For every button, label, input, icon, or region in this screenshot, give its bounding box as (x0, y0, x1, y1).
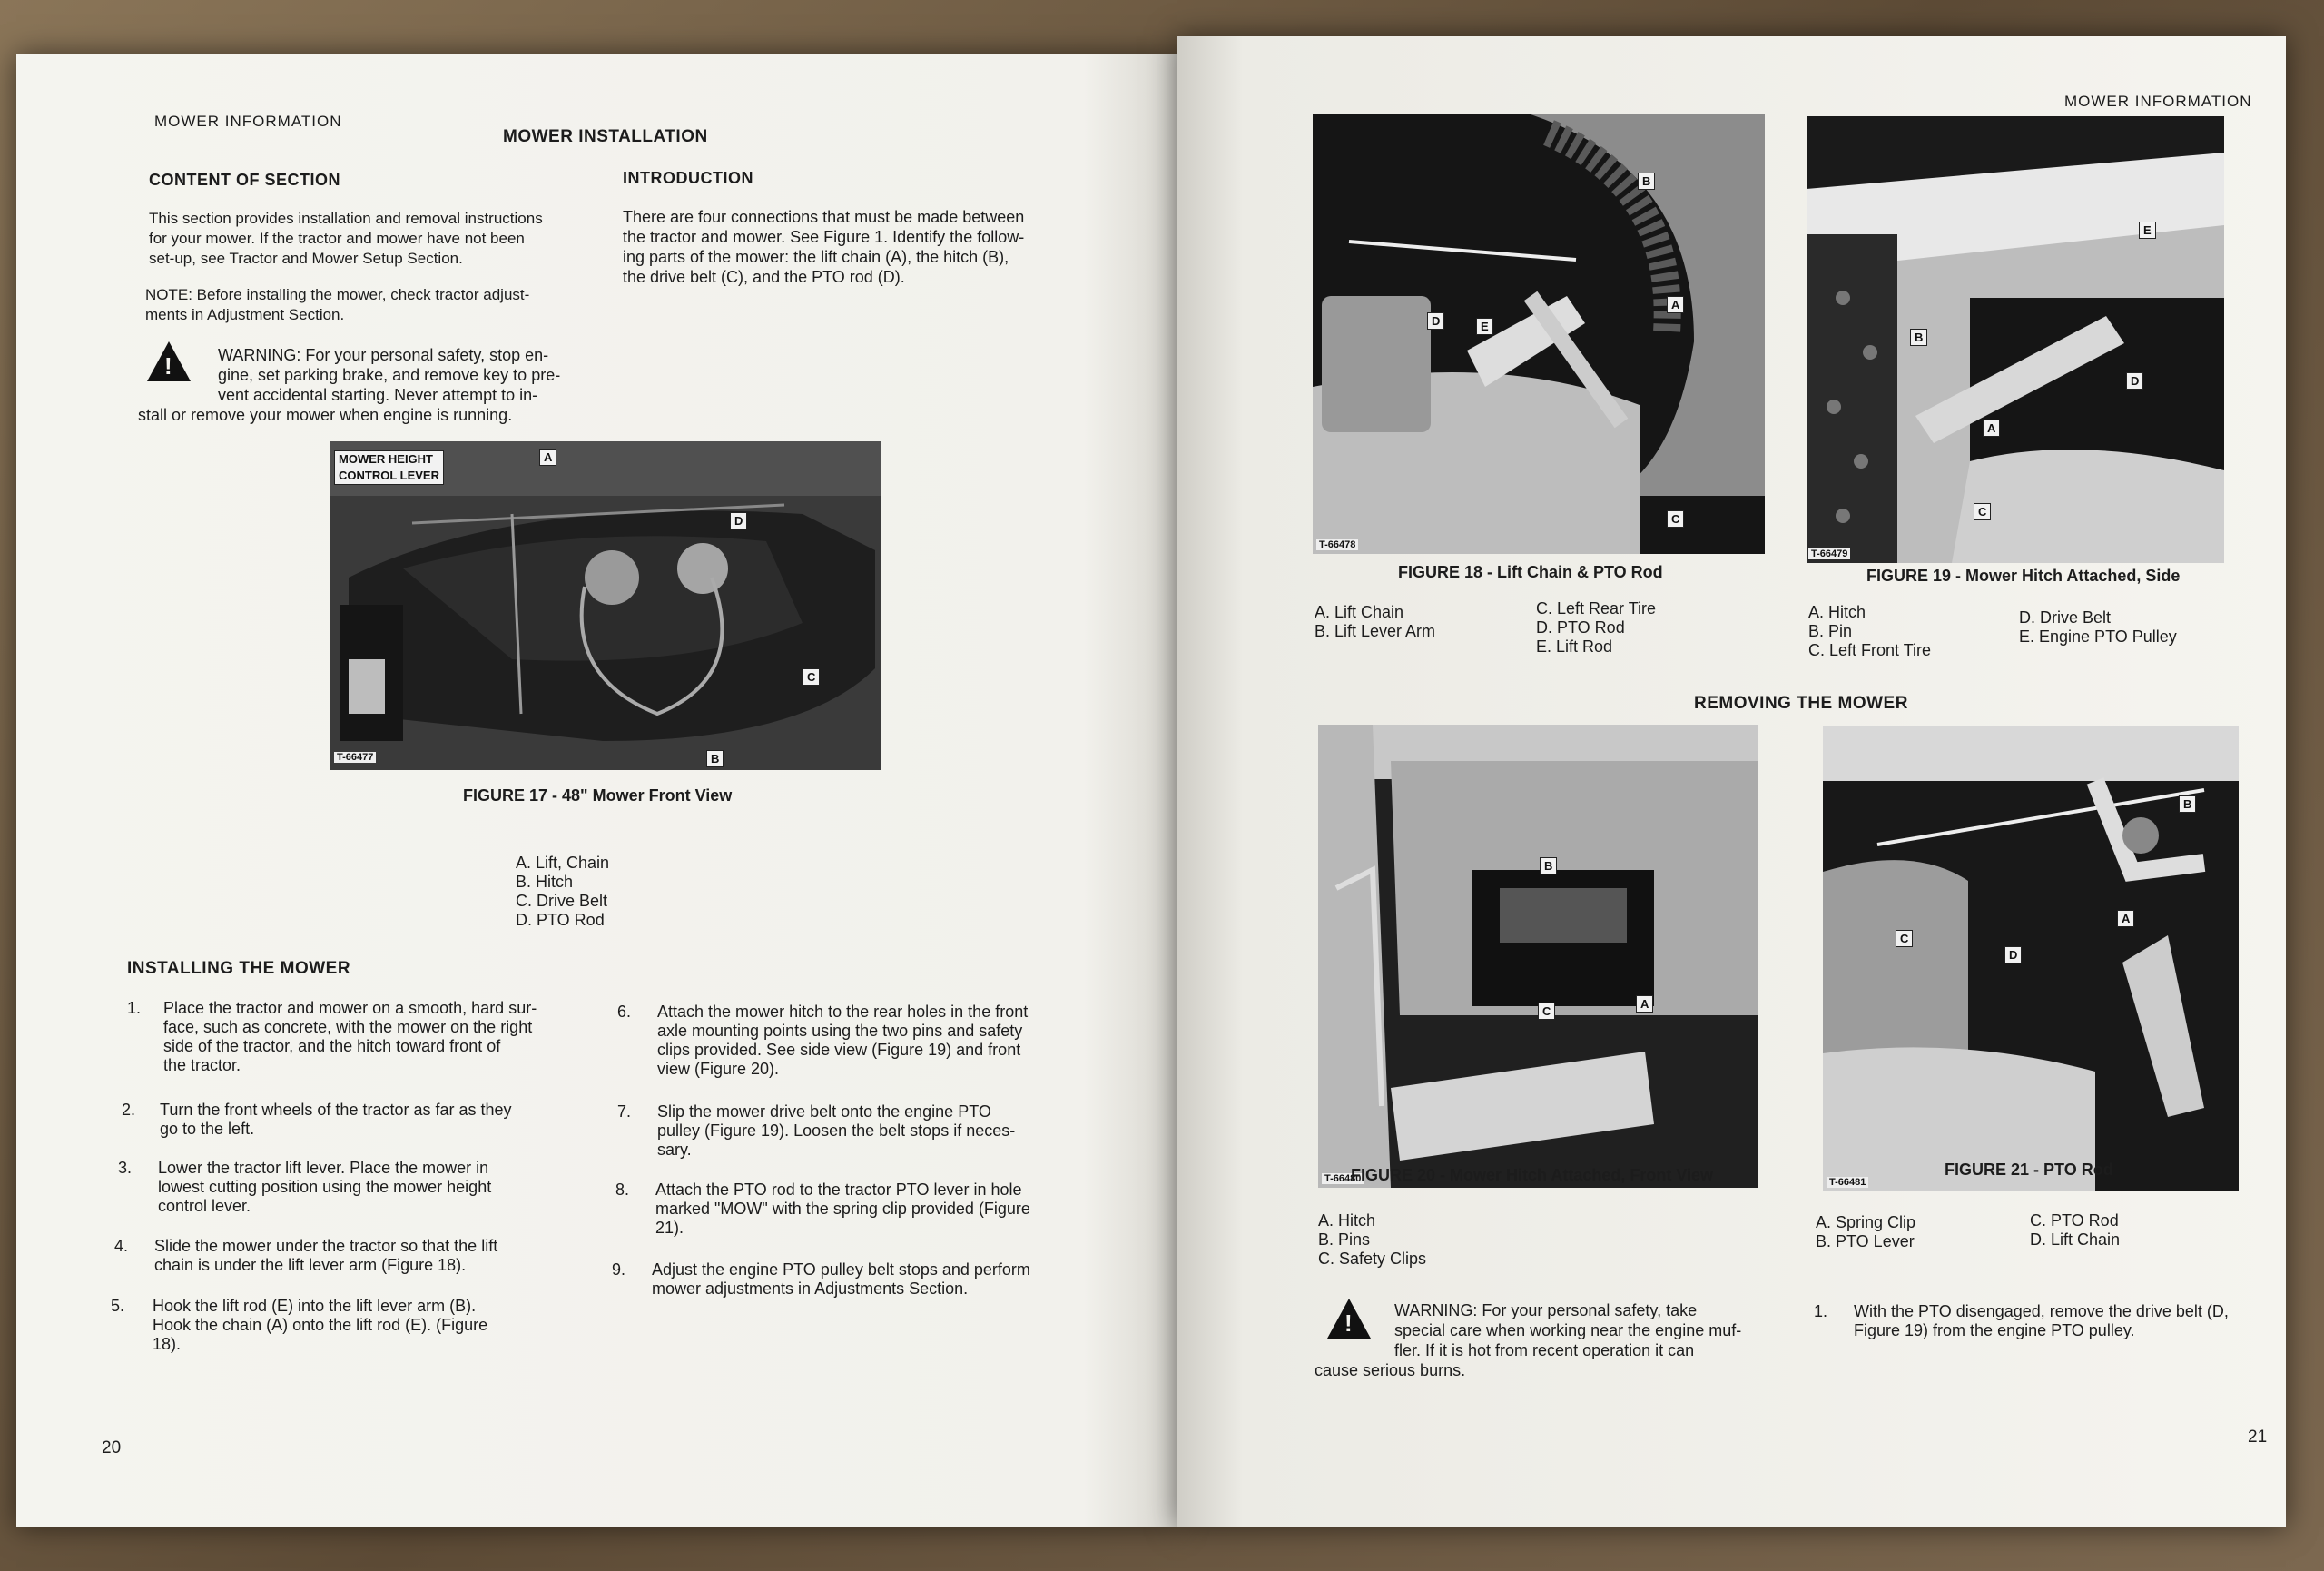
figure-17-caption: FIGURE 17 - 48" Mower Front View (463, 786, 733, 805)
step-number: 3. (118, 1159, 133, 1177)
step-text (153, 1297, 487, 1354)
callout-a: A (1983, 420, 2000, 437)
figure-19-photo (1807, 116, 2224, 563)
figure-19-legend-left (1808, 603, 1931, 660)
step-number: 1. (1814, 1302, 1828, 1320)
content-line: set-up, see Tractor and Mower Setup Section. (149, 250, 463, 267)
step-line: Hook the chain (A) onto the lift rod (E). (Figure (153, 1316, 488, 1334)
callout-d: D (2126, 372, 2143, 390)
warning-line: special care when working near the engine muf- (1394, 1321, 1742, 1339)
right-page (1177, 36, 2286, 1527)
warning-line: WARNING: For your personal safety, take (1394, 1301, 1698, 1319)
step-text (154, 1237, 497, 1275)
step-line: Slide the mower under the tractor so that the lift (154, 1237, 498, 1255)
step-number: 4. (114, 1237, 129, 1255)
step-number: 2. (122, 1101, 136, 1119)
legend-item: B. Hitch (516, 873, 574, 891)
legend-item: A. Spring Clip (1816, 1213, 1916, 1231)
figure-18-legend-left (1315, 603, 1435, 641)
photo-id: T-66477 (334, 752, 376, 763)
figure-21-legend-left (1816, 1213, 1915, 1251)
intro-line: the tractor and mower. See Figure 1. Identify the follow- (623, 228, 1025, 246)
content-heading: CONTENT OF SECTION (149, 171, 340, 189)
figure-19-caption: FIGURE 19 - Mower Hitch Attached, Side (1866, 567, 2181, 585)
intro-line: There are four connections that must be made between (623, 208, 1025, 226)
legend-item: D. PTO Rod (516, 911, 605, 929)
figure-20-photo (1318, 725, 1758, 1188)
left-page (16, 54, 1177, 1527)
warning-triangle-icon (147, 341, 191, 381)
legend-item: A. Hitch (1808, 603, 1866, 621)
label-line: MOWER HEIGHT (339, 452, 433, 466)
installing-heading: INSTALLING THE MOWER (127, 959, 351, 978)
figure-18-photo (1313, 114, 1765, 554)
page-number: 20 (102, 1438, 122, 1457)
step-line: view (Figure 20). (657, 1060, 780, 1078)
right-page-header: MOWER INFORMATION (2064, 93, 2252, 110)
callout-a: A (539, 449, 556, 466)
callout-e: E (2139, 222, 2156, 239)
step-line: Slip the mower drive belt onto the engine PTO (657, 1102, 991, 1121)
legend-item: C. Left Front Tire (1808, 641, 1932, 659)
step-line: Turn the front wheels of the tractor as far as they (160, 1101, 512, 1119)
warning-line: WARNING: For your personal safety, stop en- (218, 346, 549, 364)
step-line: lowest cutting position using the mower height (158, 1178, 492, 1196)
callout-c: C (1896, 930, 1913, 947)
content-line: This section provides installation and removal instructions (149, 210, 543, 227)
step-line: 21). (655, 1219, 684, 1237)
step-line: pulley (Figure 19). Loosen the belt stops if neces- (657, 1121, 1016, 1140)
figure-19-legend-right (2019, 608, 2177, 647)
step-number: 7. (617, 1102, 632, 1121)
pto-rod-image (1823, 726, 2239, 1191)
step-line: Adjust the engine PTO pulley belt stops and perform (652, 1260, 1030, 1279)
callout-d: D (1427, 312, 1444, 330)
introduction-heading: INTRODUCTION (623, 169, 753, 187)
note-line: ments in Adjustment Section. (145, 306, 345, 323)
warning-triangle-icon (1327, 1299, 1371, 1339)
warning-line: gine, set parking brake, and remove key to pre- (218, 366, 561, 384)
step-line: Lower the tractor lift lever. Place the mower in (158, 1159, 489, 1177)
intro-line: ing parts of the mower: the lift chain (A), the hitch (B), (623, 248, 1009, 266)
step-text (657, 1102, 1015, 1160)
step-line: 18). (153, 1335, 182, 1353)
step-text (652, 1260, 1030, 1299)
note-line: NOTE: Before installing the mower, check tractor adjust- (145, 286, 530, 303)
legend-item: B. Lift Lever Arm (1315, 622, 1436, 640)
photo-id: T-66481 (1827, 1177, 1868, 1188)
callout-c: C (1667, 510, 1684, 528)
legend-item: D. Lift Chain (2030, 1230, 2121, 1249)
step-line: go to the left. (160, 1120, 255, 1138)
callout-a: A (1636, 995, 1653, 1013)
legend-item: B. PTO Lever (1816, 1232, 1915, 1250)
step-text (158, 1159, 491, 1216)
left-page-header: MOWER INFORMATION (154, 113, 342, 130)
callout-d: D (2004, 946, 2022, 963)
callout-b: B (706, 750, 724, 767)
warning-paragraph (1394, 1300, 1821, 1360)
step-line: Attach the PTO rod to the tractor PTO lever in hole (655, 1181, 1022, 1199)
step-line: axle mounting points using the two pins and safety (657, 1022, 1023, 1040)
figure-21-caption: FIGURE 21 - PTO Rod (1945, 1161, 2113, 1179)
step-line: marked "MOW" with the spring clip provided (Figure (655, 1200, 1030, 1218)
mower-hitch-side-image (1807, 116, 2224, 563)
legend-item: A. Lift Chain (1315, 603, 1404, 621)
step-number: 9. (612, 1260, 626, 1279)
lift-chain-image (1313, 114, 1765, 554)
intro-line: the drive belt (C), and the PTO rod (D). (623, 268, 905, 286)
step-text (655, 1181, 1030, 1238)
callout-a: A (2117, 910, 2134, 927)
figure-21-legend-right (2030, 1211, 2120, 1250)
introduction-paragraph (623, 207, 1113, 287)
figure-20-legend (1318, 1211, 1426, 1269)
step-line: side of the tractor, and the hitch toward front of (163, 1037, 501, 1055)
callout-c: C (1538, 1003, 1555, 1020)
figure-21-photo (1823, 726, 2239, 1191)
warning-line: stall or remove your mower when engine is running. (138, 406, 513, 424)
warning-line: cause serious burns. (1315, 1361, 1466, 1379)
step-number: 8. (615, 1181, 630, 1199)
legend-item: E. Engine PTO Pulley (2019, 627, 2177, 646)
step-text (160, 1101, 512, 1139)
content-paragraph (149, 209, 621, 269)
section-title: MOWER INSTALLATION (503, 127, 708, 146)
figure-17-photo (330, 441, 881, 770)
mower-hitch-front-image (1318, 725, 1758, 1188)
warning-line: vent accidental starting. Never attempt to in- (218, 386, 538, 404)
photo-id: T-66478 (1316, 539, 1358, 550)
photo-id: T-66479 (1808, 548, 1850, 559)
step-number: 6. (617, 1003, 632, 1021)
mower-front-view-image (330, 441, 881, 770)
figure-18-legend-right (1536, 599, 1656, 657)
callout-b: B (1910, 329, 1927, 346)
figure-20-caption: FIGURE 20 - Mower Hitch Attached, Front View (1351, 1166, 1714, 1184)
figure-17-legend (516, 854, 609, 930)
legend-item: D. Drive Belt (2019, 608, 2112, 627)
legend-item: C. PTO Rod (2030, 1211, 2119, 1230)
warning-paragraph (218, 345, 599, 405)
callout-b: B (2179, 795, 2196, 813)
step-line: mower adjustments in Adjustments Section. (652, 1280, 969, 1298)
step-line: Place the tractor and mower on a smooth, hard sur- (163, 999, 537, 1017)
step-line: chain is under the lift lever arm (Figure 18). (154, 1256, 467, 1274)
step-line: Figure 19) from the engine PTO pulley. (1854, 1321, 2135, 1339)
photo-id: T-66480 (1322, 1173, 1364, 1184)
callout-b: B (1540, 857, 1557, 874)
step-line: clips provided. See side view (Figure 19) and front (657, 1041, 1021, 1059)
note-paragraph (145, 285, 617, 325)
step-line: Attach the mower hitch to the rear holes in the front (657, 1003, 1029, 1021)
page-number: 21 (2248, 1428, 2268, 1447)
callout-b: B (1638, 173, 1655, 190)
figure-18-caption: FIGURE 18 - Lift Chain & PTO Rod (1398, 563, 1663, 581)
legend-item: C. Drive Belt (516, 892, 608, 910)
legend-item: C. Safety Clips (1318, 1250, 1427, 1268)
callout-c: C (1974, 503, 1991, 520)
step-line: control lever. (158, 1197, 251, 1215)
step-line: face, such as concrete, with the mower on the right (163, 1018, 533, 1036)
callout-a: A (1667, 296, 1684, 313)
step-line: With the PTO disengaged, remove the drive belt (D, (1854, 1302, 2229, 1320)
callout-e: E (1476, 318, 1493, 335)
step-line: sary. (657, 1141, 692, 1159)
callout-c: C (803, 668, 820, 686)
legend-item: A. Lift, Chain (516, 854, 610, 872)
step-text (657, 1003, 1028, 1079)
mower-height-label (334, 450, 444, 485)
removing-heading: REMOVING THE MOWER (1694, 694, 1908, 713)
legend-item: B. Pin (1808, 622, 1853, 640)
label-line: CONTROL LEVER (339, 469, 439, 482)
legend-item: A. Hitch (1318, 1211, 1376, 1230)
content-line: for your mower. If the tractor and mower have not been (149, 230, 525, 247)
legend-item: D. PTO Rod (1536, 618, 1625, 637)
step-number: 1. (127, 999, 142, 1017)
step-number: 5. (111, 1297, 125, 1315)
step-text (163, 999, 537, 1075)
step-line: Hook the lift rod (E) into the lift lever arm (B). (153, 1297, 477, 1315)
legend-item: B. Pins (1318, 1230, 1371, 1249)
legend-item: E. Lift Rod (1536, 637, 1613, 656)
step-line: the tractor. (163, 1056, 241, 1074)
step-text (1854, 1302, 2229, 1340)
callout-d: D (730, 512, 747, 529)
legend-item: C. Left Rear Tire (1536, 599, 1657, 618)
warning-line: fler. If it is hot from recent operation it can (1394, 1341, 1695, 1359)
